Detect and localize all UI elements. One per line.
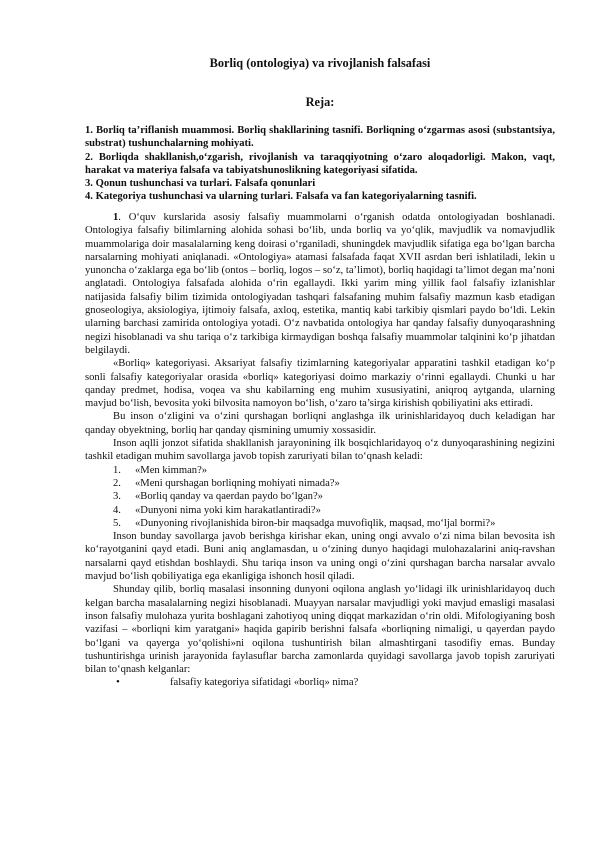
list-number: 3. xyxy=(113,491,121,503)
paragraph-4: Inson aqlli jonzot sifatida shakllanish jarayonining ilk bosqichlaridayoq o‘z dunyoqarashining negizini tashkil etadigan muhim savollarga javob topish zaruriyati bilan to‘qnash keladi: xyxy=(85,438,555,463)
list-item-text: «Borliq qanday va qaerdan paydo bo‘lgan?» xyxy=(135,491,323,503)
list-item-text: «Dunyoning rivojlanishida biron-bir maqsadga muvofiqlik, maqsad, mo‘ljal bormi?» xyxy=(135,517,496,529)
paragraph-2: «Borliq» kategoriyasi. Aksariyat falsafiy tizimlarning kategoriyalar apparatini tashkil etadigan ko‘p sonli falsafiy kategoriyalar orasida «borliq» kategoriyasi doimo markaziy o‘rinni egallaydi. Chunki u har qanday predmet, hodisa, voqea va shu kabilarning eng muhim xususiyatini, aniqroq aytganda, ularning mavjud bo‘lish, bevosita yoki bilvosita namoyon bo‘lish, o‘zaro ta’sirga kirishish qobiliyatini aks ettiradi. xyxy=(85,358,555,410)
document-body xyxy=(85,211,555,690)
list-item xyxy=(85,517,555,530)
plan-heading: Reja: xyxy=(305,95,335,109)
plan-item: 3. Qonun tushunchasi va turlari. Falsafa qonunlari xyxy=(85,178,316,190)
plan-item: 1. Borliq ta’riflanish muammosi. Borliq shakllarining tasnifi. Borliqning o‘zgarmas asosi (substantsiya, substrat) tushunchalarning mohiyati. xyxy=(85,125,555,150)
list-item xyxy=(85,464,555,477)
bullet-item xyxy=(85,676,555,689)
bullet-list xyxy=(85,676,555,689)
list-item xyxy=(85,490,555,503)
list-item-text: «Men kimman?» xyxy=(135,464,208,476)
plan-item: 4. Kategoriya tushunchasi va ularning turlari. Falsafa va fan kategoriyalarning tasnifi. xyxy=(85,191,477,203)
paragraph-1 xyxy=(85,211,555,357)
list-item-text: «Dunyoni nima yoki kim harakatlantiradi?» xyxy=(135,504,321,516)
list-item-text: «Meni qurshagan borliqning mohiyati nimada?» xyxy=(135,477,340,489)
paragraph-5: Inson bunday savollarga javob berishga kirishar ekan, uning ongi avvalo o‘zi nima bilan bevosita ish ko‘rayotganini qayd etadi. Buni aniq anglamasdan, u o‘zining dunyo haqidagi mulohazalarini aniq-ravshan narsalarni qayd etishdan boshlaydi. Shu tariqa inson va uning ongi o‘zini qurshagan barcha narsalar avvalo mavjud bo‘lish qobiliyatiga ega ekanligiga ishonch hosil qiladi. xyxy=(85,531,555,583)
list-number: 2. xyxy=(113,477,121,489)
question-list xyxy=(85,464,555,530)
plan-item: 2. Borliqda shakllanish,o‘zgarish, rivojlanish va taraqqiyotning o‘zaro aloqadorligi. Makon, vaqt, harakat va materiya falsafa va tabiyatshunoslikning kategoriyasi sifatida. xyxy=(85,151,555,176)
paragraph-number: 1 xyxy=(113,212,119,223)
paragraph-6: Shunday qilib, borliq masalasi insonning dunyoni oqilona anglash yo‘lidagi ilk urinishlaridayoq duch kelgan barcha masalalarning negizi hisoblanadi. Muayyan narsalar mavjudligi yoki mavjud emasligi masalasi inson falsafiy mulohaza yurita boshlagani zahotiyoq uning diqqat markazidan o‘rin oldi. Mifologiyaning bosh vazifasi – «borliqni kim yaratgani» haqida gapirib berishni falsafa «borliqning nimaligi, u qayerdan paydo bo‘lgani va qayerga yo‘qolishi»ni oqilona tushuntirish bilan almashtirgani tasodifiy emas. Bunday tushuntirishga urinish jarayonida faylasuflar barcha zamonlarda quyidagi savollarga javob topish zaruriyati bilan to‘qnash kelganlar: xyxy=(85,584,555,676)
paragraph-3: Bu inson o‘zligini va o‘zini qurshagan borliqni anglashga ilk urinishlaridayoq duch keladigan har qanday obyektning, borliq har qanday qismining umumiy xossasidir. xyxy=(85,411,555,436)
list-item xyxy=(85,477,555,490)
plan-list xyxy=(85,124,555,204)
document-title: Borliq (ontologiya) va rivojlanish falsafasi xyxy=(209,56,431,70)
paragraph-text: . O‘quv kurslarida asosiy falsafiy muammolarni o‘rganish odatda ontologiyadan boshlanadi. Ontologiya falsafiy bilimlarning alohida sohasi bo‘lib, unda borliq va yo‘qlik, mavjudlik va nomavjudlik muammolariga doir masalalarning keng doirasi o‘rganiladi, shuningdek mavjudlik sifatiga ega bo‘lgan barcha narsalarning mohiyati aniqlanadi. «Ontologiya» atamasi falsafada faqat XVII asrdan beri ishlatiladi, lekin u yunoncha o‘zaklarga ega bo‘lib (ontos – borliq, logos – so‘z, ta’limot), borliq haqidagi ta’limot degan ma’noni anglatadi. Ontologiya falsafada alohida o‘rin egallaydi. Ikki yarim ming yillik faol falsafiy izlanishlar natijasida falsafiy bilim tizimida ontologiyadan tashqari falsafaning muhim falsafiy mazmun kasb etadigan gnoseologiya, aksiologiya, ijtimoiy falsafa, axloq, estetika, mantiq kabi tarkibiy qismlari paydo bo‘ldi. Lekin ularning barchasi zamirida ontologiya yotadi. O‘z navbatida ontologiya har qanday falsafiy dunyoqarashning negizi hisoblanadi va shu tariqa o‘z tarkibiga kirmaydigan boshqa falsafiy muammolar talqinini ko‘p jihatdan belgilaydi. xyxy=(85,212,555,356)
list-number: 5. xyxy=(113,517,121,529)
bullet-item-text: falsafiy kategoriya sifatidagi «borliq» nima? xyxy=(170,677,359,689)
bullet-marker: • xyxy=(116,676,120,689)
list-number: 4. xyxy=(113,504,121,516)
list-number: 1. xyxy=(113,464,121,476)
list-item xyxy=(85,504,555,517)
